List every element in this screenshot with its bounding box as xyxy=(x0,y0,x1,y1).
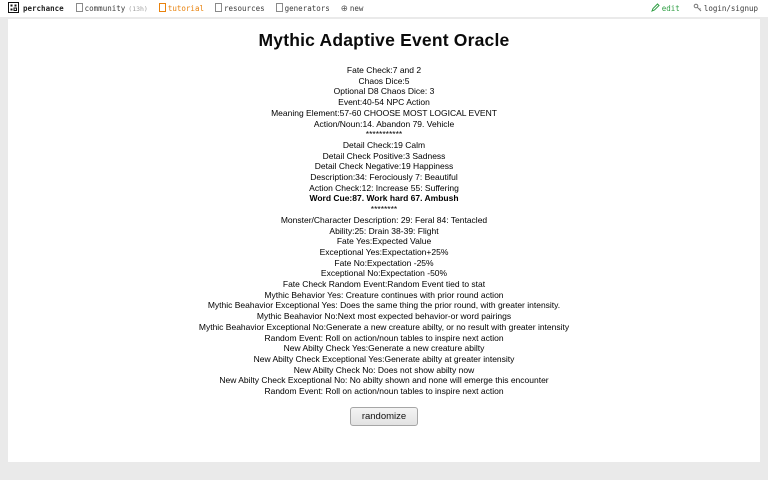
page-icon xyxy=(215,3,222,14)
output-line: Action Check:12: Increase 55: Suffering xyxy=(309,182,459,193)
perchance-logo-icon[interactable] xyxy=(8,2,19,15)
output-line: Detail Check:19 Calm xyxy=(342,139,426,150)
output-line: New Abilty Check No: Does not show abilty now xyxy=(293,364,475,375)
output-line: Meaning Element:57-60 CHOOSE MOST LOGICAL EVENT xyxy=(271,107,497,118)
page-icon xyxy=(159,3,166,14)
output-line: Monster/Character Description: 29: Feral 84: Tentacled xyxy=(280,214,488,225)
output-line: Fate Check:7 and 2 xyxy=(346,65,422,75)
nav-tutorial[interactable] xyxy=(159,3,204,14)
output-line: Event:40-54 NPC Action xyxy=(338,97,430,108)
output-line: Mythic Behavior Yes: Creature continues with prior round action xyxy=(264,289,504,300)
output-line: Exceptional Yes:Expectation+25% xyxy=(319,246,449,257)
generator-panel xyxy=(8,19,760,462)
brand-link[interactable]: perchance xyxy=(23,4,64,13)
page-background xyxy=(0,17,768,462)
output-line: *********** xyxy=(365,129,403,140)
output-line: Fate Check Random Event:Random Event tied to stat xyxy=(282,279,486,290)
output-line: Detail Check Negative:19 Happiness xyxy=(314,161,454,172)
nav-community[interactable] xyxy=(76,3,148,14)
topbar xyxy=(0,0,768,17)
output-line: Ability:25: Drain 38-39: Flight xyxy=(329,225,439,236)
nav-community-label: community xyxy=(84,4,126,13)
output-line: Random Event: Roll on action/noun tables to inspire next action xyxy=(264,332,504,343)
nav-generators-label: generators xyxy=(284,4,330,13)
output-line: Action/Noun:14. Abandon 79. Vehicle xyxy=(313,118,455,129)
nav-tutorial-label: tutorial xyxy=(167,4,204,13)
output-line: Word Cue:87. Work hard 67. Ambush xyxy=(309,193,459,204)
output-line: Description:34: Ferociously 7: Beautiful xyxy=(310,172,458,183)
pencil-icon xyxy=(651,3,660,14)
login-signup-label: login/signup xyxy=(703,4,758,13)
nav-new[interactable] xyxy=(341,4,364,14)
output-line: Mythic Beahavior Exceptional No:Generate a new creature abilty, or no result with greater intensity xyxy=(198,321,570,332)
output-line: ******** xyxy=(370,204,398,215)
page-icon xyxy=(276,3,283,14)
login-signup-link[interactable] xyxy=(693,3,758,14)
key-icon xyxy=(693,3,702,14)
output-line: Fate No:Expectation -25% xyxy=(334,257,434,268)
page-icon xyxy=(76,3,83,14)
nav-community-badge: (13h) xyxy=(128,4,148,13)
nav-new-label: new xyxy=(349,4,364,13)
output-line: Detail Check Positive:3 Sadness xyxy=(322,150,446,161)
output-line: New Abilty Check Exceptional No: No abilty shown and none will emerge this encounter xyxy=(219,375,549,386)
output-line: Mythic Beahavior No:Next most expected behavior-or word pairings xyxy=(256,311,512,322)
output-line: Mythic Beahavior Exceptional Yes: Does the same thing the prior round, with greater intensity. xyxy=(207,300,561,311)
output-line: Exceptional No:Expectation -50% xyxy=(320,268,448,279)
output-line: New Abilty Check Yes:Generate a new creature abilty xyxy=(283,343,485,354)
output-line: Optional D8 Chaos Dice: 3 xyxy=(333,86,435,97)
randomize-button[interactable]: randomize xyxy=(350,407,418,426)
output-line: Fate Yes:Expected Value xyxy=(336,236,432,247)
oracle-output xyxy=(8,65,760,397)
output-line: New Abilty Check Exceptional Yes:Generate abilty at greater intensity xyxy=(253,353,515,364)
nav-resources[interactable] xyxy=(215,3,265,14)
edit-link[interactable] xyxy=(651,3,680,14)
output-line: Random Event: Roll on action/noun tables to inspire next action xyxy=(264,386,504,397)
page-title: Mythic Adaptive Event Oracle xyxy=(258,30,510,50)
nav-generators[interactable] xyxy=(276,3,330,14)
output-line: Chaos Dice:5 xyxy=(358,75,410,86)
circle-plus-icon: ⊕ xyxy=(340,3,348,14)
nav-resources-label: resources xyxy=(223,4,265,13)
edit-link-label: edit xyxy=(661,4,680,13)
